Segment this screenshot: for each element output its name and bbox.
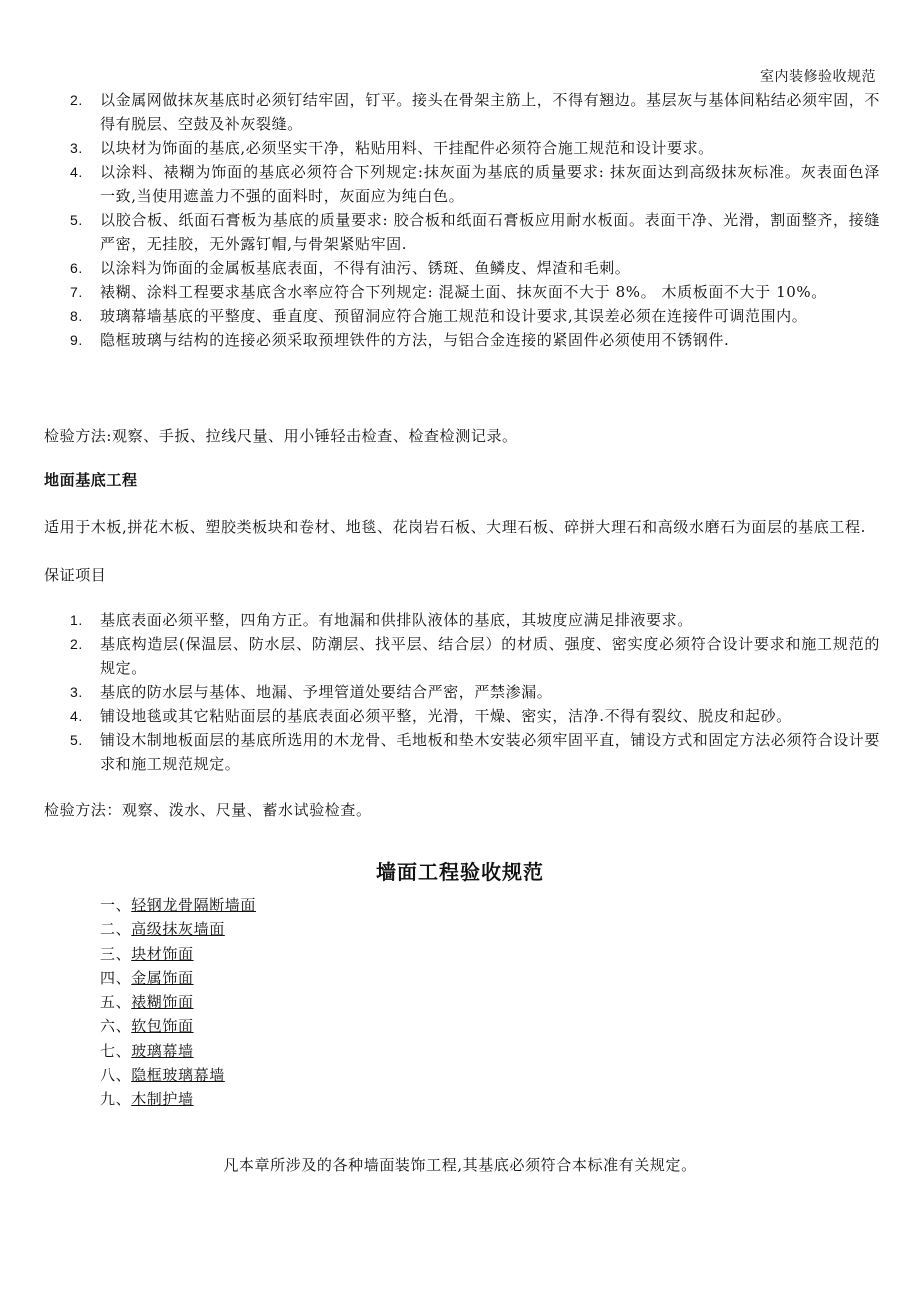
section-heading-floor-base: 地面基底工程 (44, 471, 138, 489)
toc-item-prefix: 三、 (100, 944, 132, 963)
list-item-text: 基底表面必须平整，四角方正。有地漏和供排队液体的基底，其坡度应满足排液要求。 (100, 611, 693, 629)
toc-item-prefix: 八、 (100, 1066, 132, 1085)
list-item-text: 以金属网做抹灰基底时必须钉结牢固，钉平。接头在骨架主筋上，不得有翘边。基层灰与基体间粘结必须牢固，不得有脱层、空鼓及补灰裂缝。 (100, 91, 881, 133)
toc-link[interactable]: 软包饰面 (131, 1017, 194, 1036)
toc-item (100, 917, 256, 941)
toc-link[interactable]: 玻璃幕墙 (131, 1041, 194, 1060)
document-header-title: 室内装修验收规范 (760, 69, 876, 85)
toc-item (100, 893, 256, 917)
toc-item (100, 1039, 256, 1063)
list-item-number: 5. (70, 732, 83, 748)
list-item-number: 3. (70, 140, 83, 156)
list-item (70, 608, 880, 632)
list-item-number: 9. (70, 332, 83, 348)
floor-base-requirements-list (70, 608, 880, 776)
list-item (70, 328, 880, 352)
list-item-number: 4. (70, 164, 83, 180)
subheading-guarantee-items: 保证项目 (44, 566, 107, 584)
list-item-number: 4. (70, 708, 83, 724)
list-item-text: 以涂料、裱糊为饰面的基底必须符合下列规定:抹灰面为基底的质量要求: 抹灰面达到高级抹灰标准。灰表面色泽一致,当使用遮盖力不强的面料时，灰面应为纯白色。 (100, 163, 880, 205)
list-item-number: 1. (70, 612, 83, 628)
list-item (70, 208, 880, 256)
toc-link[interactable]: 木制护墙 (131, 1090, 194, 1109)
list-item-text: 以胶合板、纸面石膏板为基底的质量要求: 胶合板和纸面石膏板应用耐水板面。表面干净、光滑，割面整齐，接缝严密，无挂胶，无外露钉帽,与骨架紧贴牢固. (100, 211, 880, 253)
list-item (70, 160, 880, 208)
list-item-text: 铺设地毯或其它粘贴面层的基底表面必须平整，光滑，干燥、密实，洁净.不得有裂纹、脱皮和起砂。 (100, 707, 792, 725)
list-item (70, 680, 880, 704)
list-item (70, 136, 880, 160)
list-item-number: 6. (70, 260, 83, 276)
list-item (70, 256, 880, 280)
toc-item (100, 942, 256, 966)
list-item (70, 632, 880, 680)
list-item-number: 2. (70, 636, 83, 652)
toc-link[interactable]: 金属饰面 (131, 968, 194, 987)
list-item (70, 304, 880, 328)
toc-item-prefix: 四、 (100, 968, 132, 987)
toc-item (100, 1063, 256, 1087)
list-item-text: 以块材为饰面的基底,必须坚实干净，粘贴用料、干挂配件必须符合施工规范和设计要求。 (100, 139, 714, 157)
toc-link[interactable]: 高级抹灰墙面 (131, 920, 225, 939)
toc-item (100, 990, 256, 1014)
toc-item-prefix: 五、 (100, 993, 132, 1012)
toc-item (100, 966, 256, 990)
list-item-text: 裱糊、涂料工程要求基底含水率应符合下列规定: 混凝土面、抹灰面不大于 8%。 木质板面不大于 10%。 (100, 283, 827, 301)
list-item-number: 7. (70, 284, 83, 300)
inspection-method-2: 检验方法：观察、泼水、尺量、蓄水试验检查。 (44, 801, 372, 819)
toc-item-prefix: 九、 (100, 1090, 132, 1109)
toc-item (100, 1087, 256, 1111)
toc-item-prefix: 七、 (100, 1041, 132, 1060)
list-item-number: 8. (70, 308, 83, 324)
toc-item (100, 1014, 256, 1038)
section-title-wall: 墙面工程验收规范 (376, 860, 544, 884)
list-item-text: 基底构造层(保温层、防水层、防潮层、找平层、结合层）的材质、强度、密实度必须符合设计要求和施工规范的规定。 (100, 635, 880, 677)
toc-item-prefix: 一、 (100, 896, 132, 914)
wall-section-note: 凡本章所涉及的各种墙面装饰工程,其基底必须符合本标准有关规定。 (223, 1156, 697, 1174)
list-item-number: 3. (70, 684, 83, 700)
inspection-method-1: 检验方法:观察、手扳、拉线尺量、用小锤轻击检查、检查检测记录。 (44, 427, 518, 445)
list-item (70, 728, 880, 776)
toc-link[interactable]: 隐框玻璃幕墙 (131, 1066, 225, 1085)
toc-item-prefix: 二、 (100, 920, 132, 939)
list-item-text: 以涂料为饰面的金属板基底表面，不得有油污、锈斑、鱼鳞皮、焊渣和毛刺。 (100, 259, 631, 277)
list-item-text: 基底的防水层与基体、地漏、予埋管道处要结合严密，严禁渗漏。 (100, 683, 553, 701)
base-requirements-list (70, 88, 880, 352)
list-item-text: 玻璃幕墙基底的平整度、垂直度、预留洞应符合施工规范和设计要求,其误差必须在连接件可调范围内。 (100, 307, 808, 325)
list-item-text: 铺设木制地板面层的基底所选用的木龙骨、毛地板和垫木安装必须牢固平直，铺设方式和固定方法必须符合设计要求和施工规范规定。 (100, 731, 881, 773)
toc-link[interactable]: 轻钢龙骨隔断墙面 (131, 896, 257, 914)
list-item (70, 88, 880, 136)
list-item-text: 隐框玻璃与结构的连接必须采取预埋铁件的方法，与铝合金连接的紧固件必须使用不锈钢件. (100, 331, 730, 349)
section-intro-floor-base: 适用于木板,拼花木板、塑胶类板块和卷材、地毯、花岗岩石板、大理石板、碎拼大理石和高级水磨石为面层的基底工程. (44, 518, 866, 536)
toc-link[interactable]: 裱糊饰面 (131, 993, 194, 1012)
toc-item-prefix: 六、 (100, 1017, 132, 1036)
list-item (70, 280, 880, 304)
toc-link[interactable]: 块材饰面 (131, 944, 194, 963)
list-item-number: 5. (70, 212, 83, 228)
list-item-number: 2. (70, 92, 83, 108)
list-item (70, 704, 880, 728)
table-of-contents (100, 893, 256, 1112)
